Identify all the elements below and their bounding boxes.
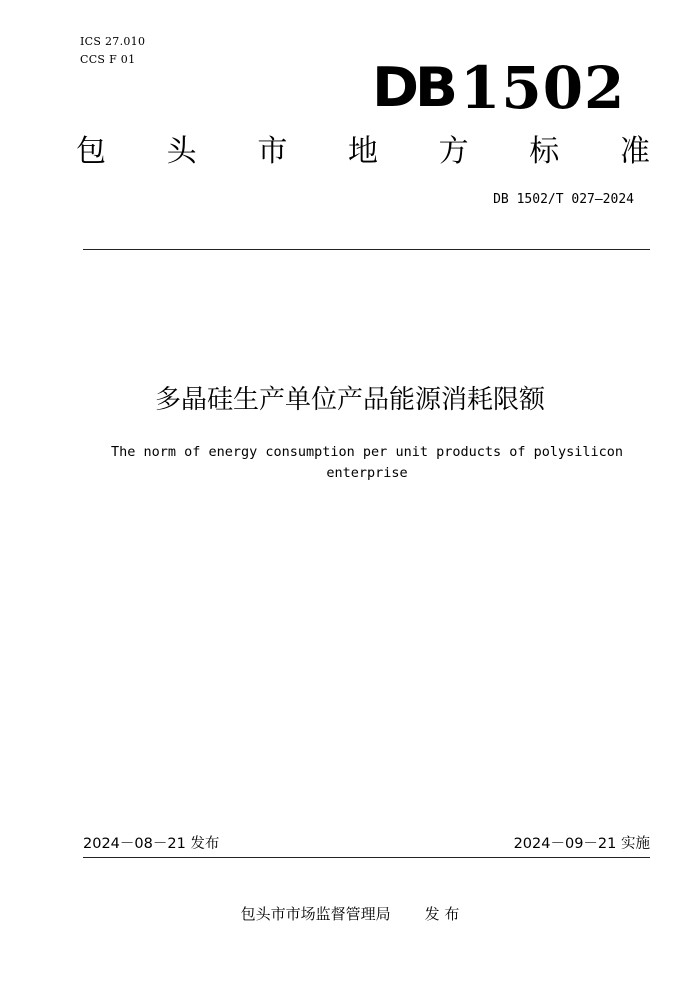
ccs-code: CCS F 01 [80, 53, 136, 66]
title-english-line: enterprise [326, 465, 408, 481]
db-logo-letters: DB [372, 56, 454, 119]
standard-type-char: 地 [347, 134, 378, 169]
ics-code: ICS 27.010 [80, 35, 146, 48]
standard-type-char: 标 [529, 134, 560, 169]
standard-type-heading [76, 132, 650, 172]
standard-number: DB 1502/T 027—2024 [493, 192, 634, 207]
issuer-name: 包头市市场监督管理局 [240, 905, 391, 923]
issue-action: 发 布 [424, 905, 460, 923]
footer-divider [83, 857, 650, 858]
implement-date: 2024－09－21 实施 [513, 836, 650, 852]
db-logo [372, 54, 626, 122]
standard-type-char: 包 [76, 134, 106, 169]
standard-type-char: 市 [257, 134, 288, 169]
header-divider [83, 249, 650, 250]
standard-type-char: 头 [166, 134, 197, 169]
issuer-line [0, 903, 700, 925]
db-logo-number: 1502 [459, 54, 626, 122]
document-title-english [100, 442, 634, 484]
standard-type-char: 方 [438, 134, 469, 169]
document-title-chinese: 多晶硅生产单位产品能源消耗限额 [154, 385, 545, 415]
standard-type-char: 准 [619, 134, 650, 169]
publish-date: 2024－08－21 发布 [83, 836, 220, 852]
date-row [83, 834, 650, 854]
title-english-line: The norm of energy consumption per unit products of polysilicon [110, 444, 624, 460]
